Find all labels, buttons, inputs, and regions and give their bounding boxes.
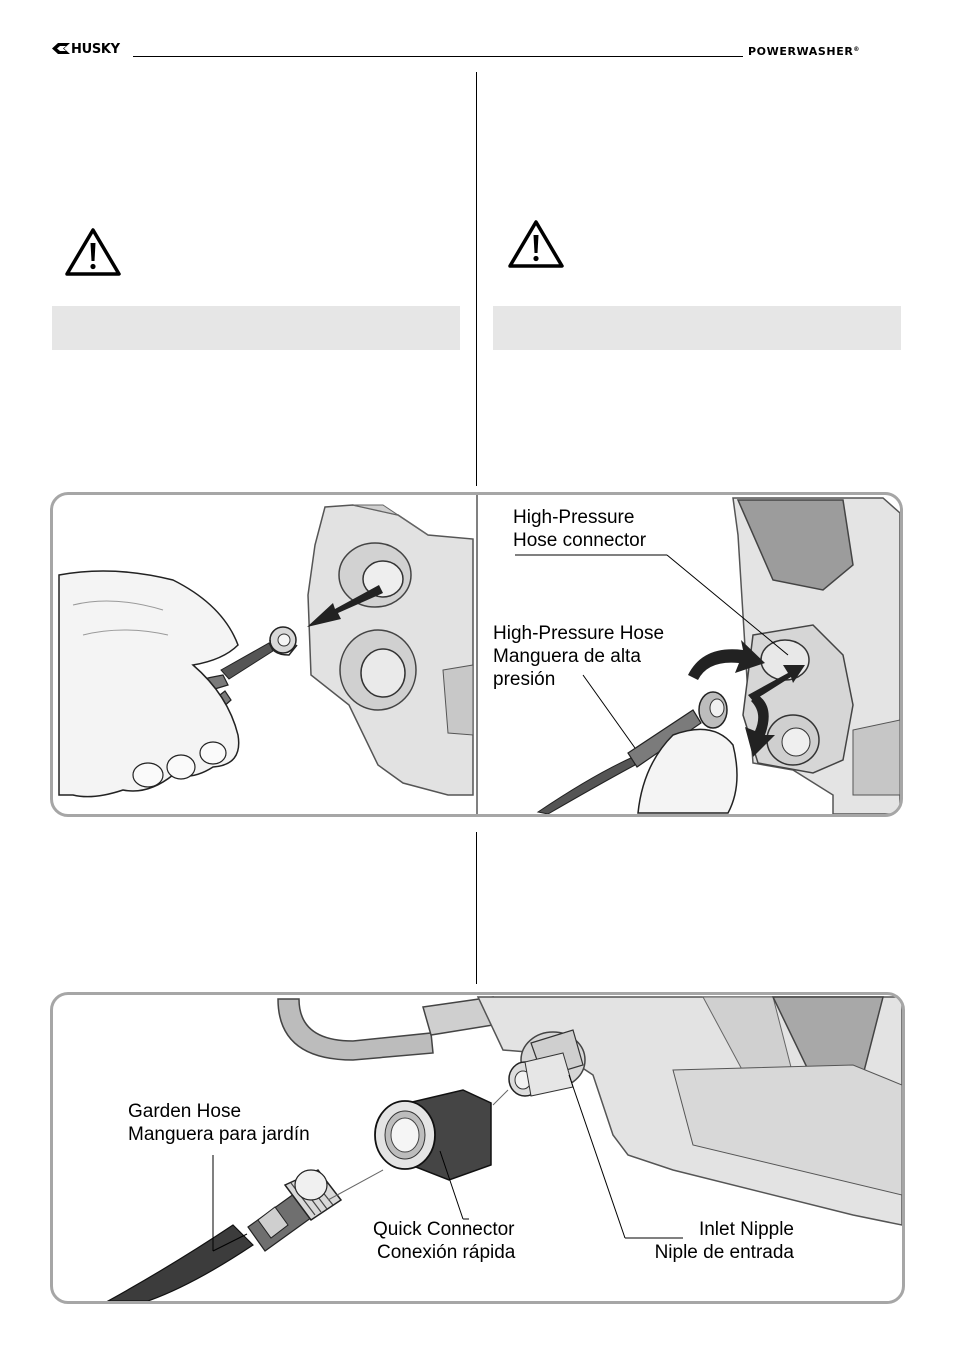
header-rule (133, 56, 743, 57)
column-divider-middle (476, 832, 477, 984)
section-heading-bar-right (493, 306, 901, 350)
inlet-nipple-label-en: Inlet Nipple (698, 1219, 794, 1240)
quick-connector-label-es: Conexión rápida (377, 1242, 516, 1263)
product-name (748, 45, 860, 58)
warning-triangle-icon (64, 227, 122, 277)
registered-mark: ® (853, 46, 861, 53)
brand-logo (52, 42, 120, 57)
garden-hose-label (128, 1100, 310, 1146)
garden-hose-label-es: Manguera para jardín (128, 1124, 310, 1145)
garden-hose (108, 1170, 341, 1301)
machine-body (478, 997, 902, 1225)
pliers-and-hand (59, 571, 273, 797)
hp-connector-label-line1: High-Pressure (513, 507, 635, 528)
product-title: POWERWASHER (748, 45, 854, 58)
figure-garden-hose-panel (50, 992, 905, 1304)
hp-connector-label (513, 506, 646, 552)
inlet-nipple-label-es: Niple de entrada (654, 1242, 794, 1263)
garden-hose-label-en: Garden Hose (128, 1101, 242, 1122)
brand-name: HUSKY (71, 42, 120, 57)
quick-connector-label (373, 1218, 515, 1264)
figure-hp-hose-panel (50, 492, 903, 817)
husky-logo-icon (52, 43, 70, 54)
outlet-cap (270, 627, 297, 655)
hp-hose-label-line2: Manguera de alta (493, 646, 641, 667)
quick-connector-label-en: Quick Connector (373, 1219, 515, 1240)
machine-outlet-body-left (308, 505, 473, 795)
warning-triangle-icon (507, 219, 565, 269)
hp-hose-label (493, 622, 664, 691)
machine-handle (278, 997, 493, 1060)
hp-hose-label-line1: High-Pressure Hose (493, 623, 665, 644)
hp-hose (538, 692, 737, 814)
hp-connector-label-line2: Hose connector (513, 530, 647, 551)
machine-outlet-body-right (733, 498, 900, 814)
hp-hose-label-line3: presión (493, 669, 556, 690)
column-divider-top (476, 72, 477, 486)
quick-connector (375, 1090, 491, 1180)
figure-hp-hose-illustration (53, 495, 900, 814)
inlet-nipple-label (636, 1218, 794, 1264)
section-heading-bar-left (52, 306, 460, 350)
